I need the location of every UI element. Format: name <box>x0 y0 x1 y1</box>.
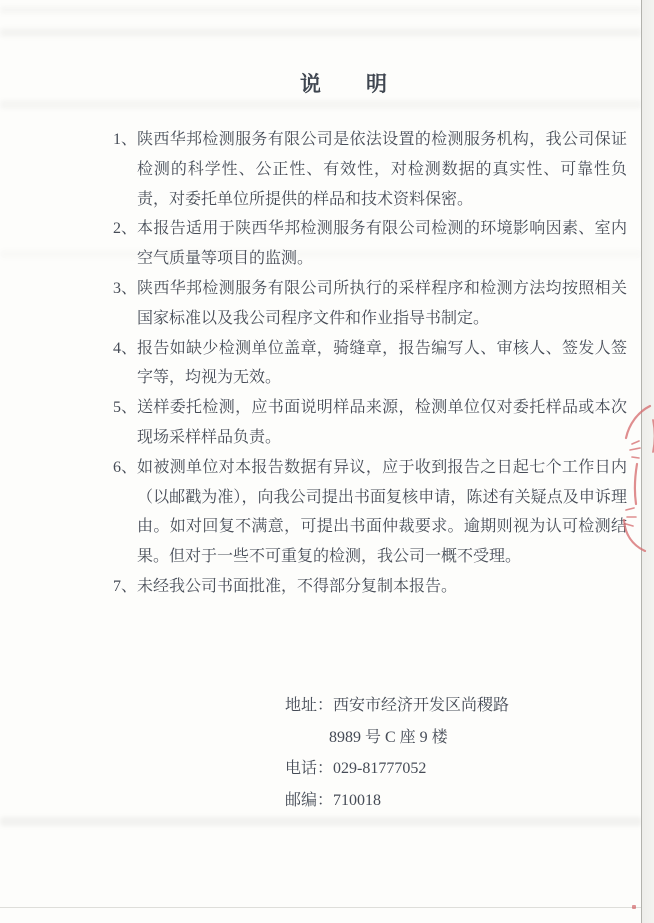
item-text: 陕西华邦检测服务有限公司所执行的采样程序和检测方法均按照相关国家标准以及我公司程序文件和作业指导书制定。 <box>137 279 627 327</box>
phone-label: 电话： <box>285 760 334 778</box>
showthrough-band <box>0 6 642 14</box>
item-number: 7、 <box>113 577 138 595</box>
phone-row <box>285 753 625 785</box>
item-text: 报告如缺少检测单位盖章，骑缝章，报告编写人、审核人、签发人签字等，均视为无效。 <box>137 339 627 387</box>
list-item <box>113 453 627 572</box>
address-row <box>285 690 625 722</box>
notes-list <box>113 125 627 602</box>
list-item <box>113 274 627 334</box>
item-number: 1、 <box>113 131 138 148</box>
item-number: 4、 <box>113 339 138 357</box>
item-text: 陕西华邦检测服务有限公司是依法设置的检测服务机构，我公司保证检测的科学性、公正性、有效性，对检测数据的真实性、可靠性负责，对委托单位所提供的样品和技术资料保密。 <box>137 131 627 208</box>
item-number: 2、 <box>113 220 138 238</box>
item-number: 5、 <box>113 399 138 417</box>
page-bottom-edge <box>0 907 642 908</box>
page-title: 说 明 <box>300 72 388 96</box>
list-item <box>113 572 627 602</box>
address-value: 西安市经济开发区尚稷路 <box>333 697 510 714</box>
postcode-label: 邮编： <box>285 792 334 810</box>
postcode-row <box>285 785 625 817</box>
item-text: 送样委托检测，应书面说明样品来源，检测单位仅对委托样品或本次现场采样样品负责。 <box>137 399 627 446</box>
item-text: 本报告适用于陕西华邦检测服务有限公司检测的环境影响因素、室内空气质量等项目的监测。 <box>137 220 627 268</box>
showthrough-band <box>0 100 642 109</box>
address-label: 地址： <box>285 697 334 714</box>
address-row-2 <box>285 722 625 754</box>
list-item <box>113 393 627 453</box>
list-item <box>113 214 627 274</box>
phone-value: 029-81777052 <box>333 760 427 778</box>
postcode-value: 710018 <box>333 792 382 810</box>
item-text: 如被测单位对本报告数据有异议，应于收到报告之日起七个工作日内（以邮戳为准），向我公司提出书面复核申请，陈述有关疑点及申诉理由。如对回复不满意，可提出书面仲裁要求。逾期则视为认可检测结果。但对于一些不可重复的检测，我公司一概不受理。 <box>137 458 627 566</box>
red-mark <box>632 905 636 909</box>
seal-stamp-fragment <box>612 402 654 552</box>
list-item <box>113 334 627 394</box>
contact-block <box>285 690 625 817</box>
address-value-2: 8989 号 C 座 9 楼 <box>329 728 448 746</box>
item-number: 3、 <box>113 279 138 297</box>
list-item <box>113 125 627 214</box>
item-number: 6、 <box>113 458 138 476</box>
showthrough-band <box>0 817 642 826</box>
item-text: 未经我公司书面批准，不得部分复制本报告。 <box>137 577 458 595</box>
showthrough-band <box>0 28 642 37</box>
